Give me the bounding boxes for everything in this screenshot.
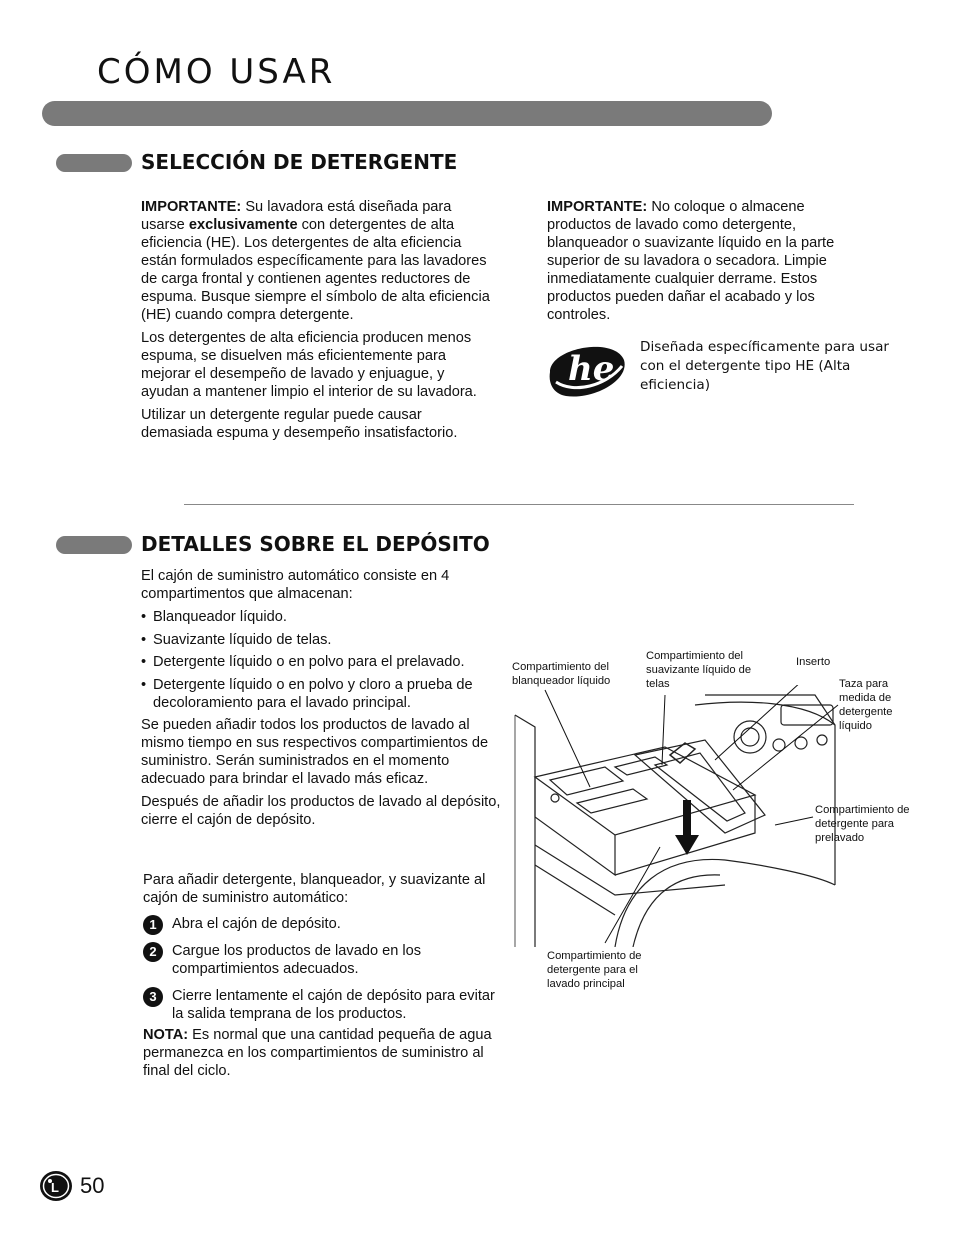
step-3 [143,987,503,1023]
section-title-detergent: SELECCIÓN DE DETERGENTE [141,150,458,174]
header-bar [42,101,772,126]
label-softener-compartment: Compartimiento del suavizante líquido de telas [646,650,752,690]
dispenser-drawer-diagram [505,685,850,947]
step-text: Abra el cajón de depósito. [172,916,341,932]
dispenser-intro: El cajón de suministro automático consiste en 4 compartimentos que almacenan: [141,568,450,602]
label-prewash-compartment: Compartimiento de detergente para prelavado [815,804,910,844]
text-fragment: con detergentes de alta eficiencia (HE). Los detergentes de alta eficiencia están formulados específicamente para las lavadores de carga frontal y contienen agentes reductores de espuma. Busque siempre el símbolo de alta eficiencia (HE) cuando compra detergente. [141,217,490,323]
step-number-badge: 3 [143,987,163,1007]
detergent-left-column [141,198,496,447]
close-drawer-paragraph: Después de añadir los productos de lavado al depósito, cierre el cajón de depósito. [141,794,501,828]
detergent-right-column [547,198,867,329]
step-number-badge: 2 [143,942,163,962]
he-logo-text: he [568,349,615,389]
note-paragraph [143,1026,503,1080]
step-text: Cargue los productos de lavado en los compartimientos adecuados. [172,943,422,977]
section-marker [56,154,132,172]
howto-intro: Para añadir detergente, blanqueador, y suavizante al cajón de suministro automático: [143,872,486,906]
list-item: • Detergente líquido o en polvo y cloro a prueba de decoloramiento para el lavado principal. [141,676,501,712]
step-number-badge: 1 [143,915,163,935]
section-title-dispenser: DETALLES SOBRE EL DEPÓSITO [141,532,490,556]
compartment-list [141,608,501,712]
text-fragment: Su lavadora está diseñada para usarse [141,199,452,233]
important-label: IMPORTANTE: [141,199,242,215]
all-products-paragraph: Se pueden añadir todos los productos de lavado al mismo tiempo en sus respectivos compartimientos de suministro. Serán suministrados en el momento adecuado para brindar el lavado más eficaz. [141,717,489,787]
step-2 [143,942,503,978]
lg-logo-icon [39,1170,73,1202]
bold-exclusive: exclusivamente [188,217,298,233]
regular-detergent-paragraph: Utilizar un detergente regular puede causar demasiada espuma y desempeño insatisfactorio. [141,407,458,441]
important-label: IMPORTANTE: [547,199,648,215]
text-fragment: Es normal que una cantidad pequeña de agua permanezca en los compartimientos de suministro al final del ciclo. [143,1027,492,1079]
step-text: Cierre lentamente el cajón de depósito para evitar la salida temprana de los productos. [172,988,495,1022]
list-item: • Suavizante líquido de telas. [141,631,501,649]
important-storage-paragraph [547,198,867,324]
label-insert: Inserto [796,656,831,668]
section-divider [184,504,854,505]
section-marker [56,536,132,554]
he-caption: Diseñada específicamente para usar con el detergente tipo HE (Alta eficiencia) [640,339,890,393]
step-1 [143,915,503,933]
label-bleach-compartment: Compartimiento del blanqueador líquido [512,661,611,687]
howto-block [143,871,503,1085]
label-measuring-cup: Taza para medida de detergente líquido [839,678,893,732]
lg-logo-letter: L [51,1180,59,1195]
he-benefits-paragraph: Los detergentes de alta eficiencia producen menos espuma, se disuelven más eficientemente para mejorar el desempeño de lavado y enjuague, y ayudan a mantener limpio el interior de su lavadora. [141,330,477,400]
important-paragraph [141,198,496,324]
he-logo-icon [544,336,630,402]
note-label: NOTA: [143,1027,189,1043]
label-main-wash-compartment: Compartimiento de detergente para el lavado principal [547,950,642,990]
page-number: 50 [80,1173,105,1198]
dispenser-left-column [141,567,501,834]
list-item: • Blanqueador líquido. [141,608,501,626]
list-item: • Detergente líquido o en polvo para el prelavado. [141,653,501,671]
text-fragment: No coloque o almacene productos de lavado como detergente, blanqueador o suavizante líquido en la parte superior de su lavadora o secadora. Limpie inmediatamente cualquier derrame. Estos productos pueden dañar el acabado y los controles. [547,199,835,323]
page-title: CÓMO USAR [97,52,336,92]
